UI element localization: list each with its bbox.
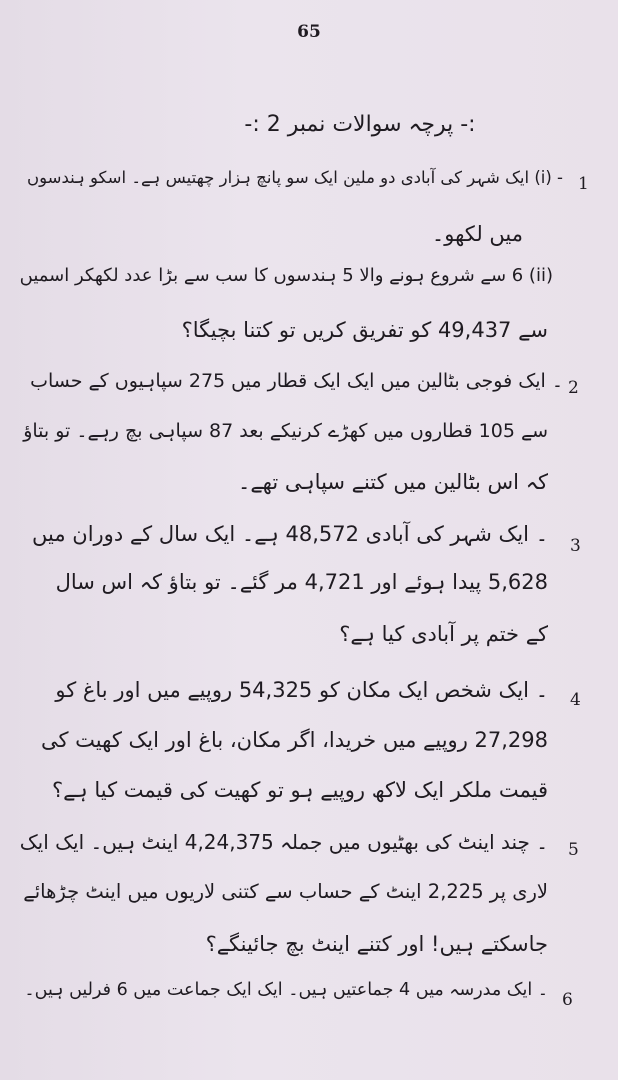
question-line: سے 105 قطاروں میں کھڑے کرنیکے بعد 87 سپاہی بچ رہے۔ تو بتاؤ xyxy=(23,420,548,442)
question-line: ۔ چند اینٹ کی بھٹیوں میں جملہ 4,24,375 اینٹ ہیں۔ ایک ایک xyxy=(19,830,548,854)
question-line: کہ اس بٹالین میں کتنے سپاہی تھے۔ xyxy=(238,470,548,494)
question-line: ۔ ایک شہر کی آبادی 48,572 ہے۔ ایک سال کے دوران میں xyxy=(32,522,548,546)
question-number: 4 xyxy=(570,690,581,710)
question-line: میں لکھو۔ xyxy=(431,222,523,246)
section-heading: :- پرچہ سوالات نمبر 2 :- xyxy=(244,112,476,137)
question-line: ۔ ایک فوجی بٹالین میں ایک ایک قطار میں 275 سپاہیوں کے حساب xyxy=(30,370,563,392)
page-number: 65 xyxy=(297,22,321,42)
question-number: 5 xyxy=(568,840,579,860)
question-number: 1 xyxy=(578,174,589,194)
question-number: 6 xyxy=(562,990,573,1010)
question-line: لاری پر 2,225 اینٹ کے حساب سے کتنی لاریوں میں اینٹ چڑھائے xyxy=(23,880,548,903)
question-line: 5,628 پیدا ہوئے اور 4,721 مر گئے۔ تو بتاؤ کہ اس سال xyxy=(55,570,548,594)
question-line: جاسکتے ہیں! اور کتنے اینٹ بچ جائینگے؟ xyxy=(205,932,548,956)
question-line: ۔ ایک مدرسہ میں 4 جماعتیں ہیں۔ ایک ایک جماعت میں 6 فرلیں ہیں۔ xyxy=(24,980,548,1000)
question-line: کے ختم پر آبادی کیا ہے؟ xyxy=(339,622,548,646)
question-number: 2 xyxy=(568,378,579,398)
question-line: قیمت ملکر ایک لاکھ روپیے ہو تو کھیت کی قیمت کیا ہے؟ xyxy=(51,778,548,802)
question-line: ۔ ایک شخص ایک مکان کو 54,325 روپیے میں اور باغ کو xyxy=(55,678,548,702)
question-number: 3 xyxy=(570,536,581,556)
question-line: (ii) 6 سے شروع ہونے والا 5 ہندسوں کا سب سے بڑا عدد لکھکر اسمیں xyxy=(19,265,553,286)
question-line: 27,298 روپیے میں خریدا، اگر مکان، باغ اور ایک کھیت کی xyxy=(41,728,548,752)
question-line: - (i) ایک شہر کی آبادی دو ملین ایک سو پانچ ہزار چھتیس ہے۔ اسکو ہندسوں xyxy=(27,168,563,187)
question-line: سے 49,437 کو تفریق کریں تو کتنا بچیگا؟ xyxy=(181,318,548,342)
